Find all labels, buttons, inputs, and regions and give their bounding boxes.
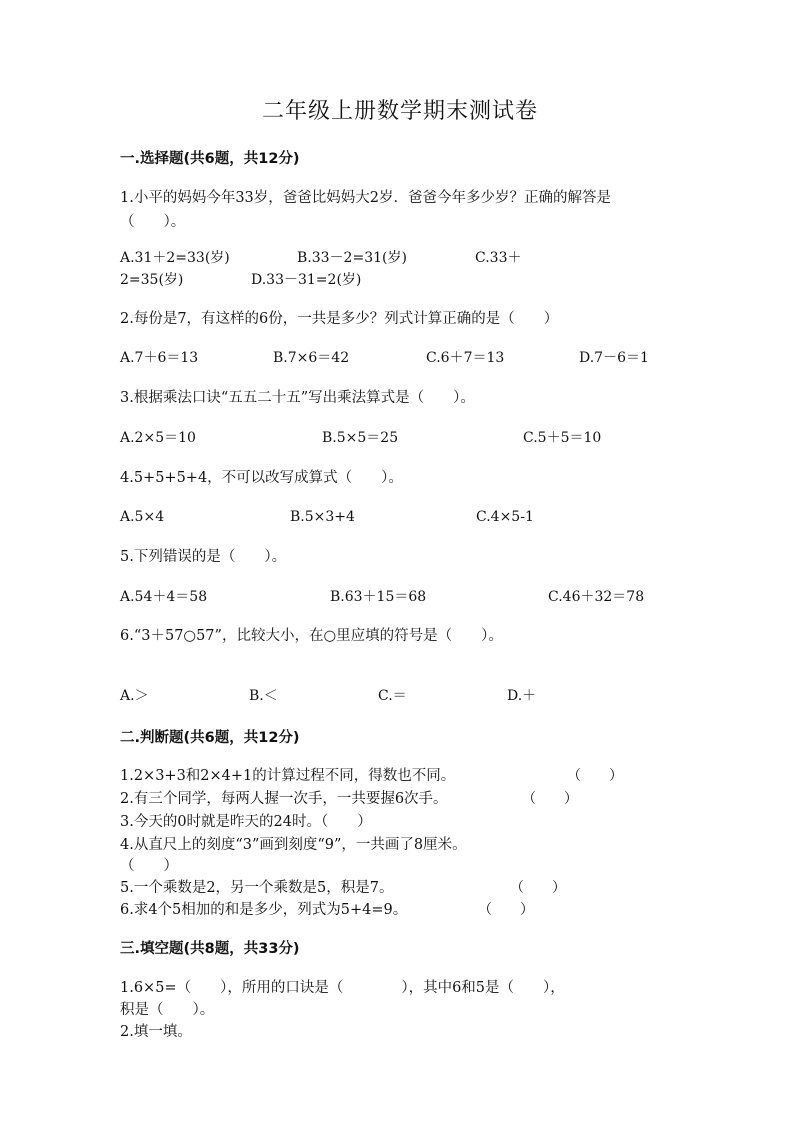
judgement-item-4-paren: （ ） [120,858,178,874]
question-1-option-b: B.33－2=31(岁) [297,250,407,266]
question-5-text: 5.下列错误的是（ ）。 [120,549,287,565]
judgement-item-6: 6.求4个5相加的和是多少，列式为5+4=9。 [120,902,408,918]
question-4-option-c: C.4×5-1 [476,509,534,525]
question-3-option-b: B.5×5＝25 [322,430,399,446]
judgement-item-1: 1.2×3+3和2×4+1的计算过程不同，得数也不同。 [120,768,456,784]
question-2-text: 2.每份是7，有这样的6份，一共是多少？列式计算正确的是（ ） [120,311,559,327]
question-4-option-a: A.5×4 [120,509,165,525]
fill-question-1-line-1: 1.6×5=（ ），所用的口诀是（ ），其中6和5是（ ）， [120,980,565,996]
judgement-item-2-paren: （ ） [522,791,578,807]
judgement-item-5: 5.一个乘数是2，另一个乘数是5，积是7。 [120,880,394,896]
judgement-item-5-paren: （ ） [510,880,566,896]
judgement-item-1-paren: （ ） [567,768,623,784]
judgement-item-4: 4.从直尺上的刻度“3”画到刻度“9”，一共画了8厘米。 [120,837,467,853]
question-5-option-b: B.63＋15＝68 [330,589,427,605]
question-6-option-b: B.＜ [249,688,278,704]
section-heading-judgement: 二.判断题(共6题，共12分) [120,730,300,746]
section-heading-fill-blank: 三.填空题(共8题，共33分) [120,941,300,957]
judgement-item-2: 2.有三个同学，每两人握一次手，一共要握6次手。 [120,791,448,807]
question-1-paren: （ ）。 [120,214,186,230]
question-2-option-a: A.7＋6＝13 [120,350,199,366]
question-6-option-a: A.＞ [120,688,149,704]
section-heading-choice: 一.选择题(共6题，共12分) [120,151,300,167]
question-1-option-c: C.33＋ [475,250,522,266]
question-3-option-a: A.2×5＝10 [120,430,196,446]
question-1-option-d: D.33－31=2(岁) [251,272,362,288]
question-4-option-b: B.5×3+4 [290,509,355,525]
question-6-option-d: D.＋ [507,688,537,704]
question-6-text: 6.“3＋57○57”，比较大小，在○里应填的符号是（ ）。 [120,628,503,644]
question-1-option-c-cont: 2=35(岁) [120,272,184,288]
question-2-option-c: C.6＋7＝13 [426,350,505,366]
fill-question-1-line-2: 积是（ ）。 [120,1002,215,1018]
page-title: 二年级上册数学期末测试卷 [261,99,538,124]
question-3-text: 3.根据乘法口诀“五五二十五”写出乘法算式是（ ）。 [120,390,475,406]
question-2-option-b: B.7×6＝42 [273,350,350,366]
question-1-text: 1.小平的妈妈今年33岁，爸爸比妈妈大2岁．爸爸今年多少岁？正确的解答是 [120,190,612,206]
question-4-text: 4.5+5+5+4，不可以改写成算式（ ）。 [120,470,403,486]
fill-question-2: 2.填一填。 [120,1024,192,1040]
judgement-item-3: 3.今天的0时就是昨天的24时。（ ） [120,814,372,830]
judgement-item-6-paren: （ ） [478,902,534,918]
question-3-option-c: C.5＋5＝10 [523,430,602,446]
question-5-option-a: A.54＋4＝58 [120,589,208,605]
question-2-option-d: D.7－6＝1 [579,350,649,366]
question-5-option-c: C.46＋32＝78 [548,589,645,605]
question-1-option-a: A.31＋2=33(岁) [120,250,230,266]
question-6-option-c: C.＝ [378,688,407,704]
